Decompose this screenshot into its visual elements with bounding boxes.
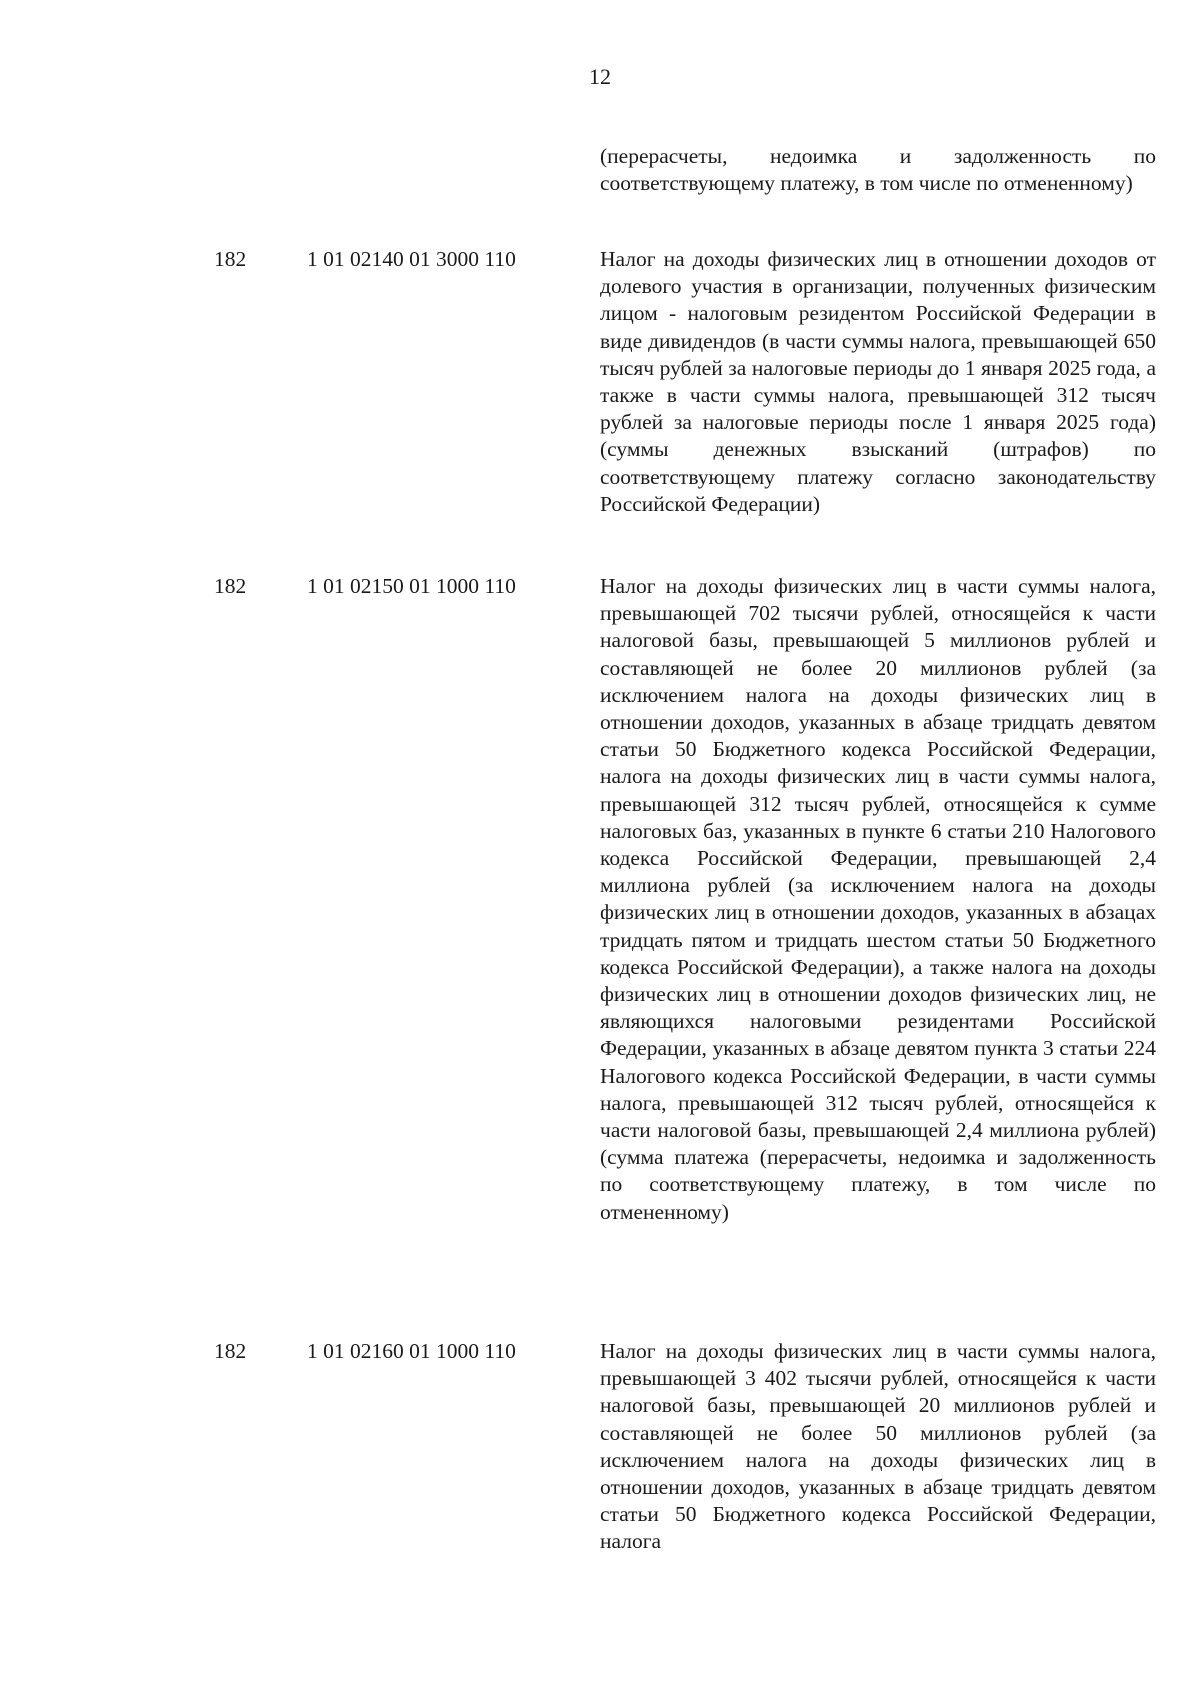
income-description: Налог на доходы физических лиц в части суммы налога, превышающей 3 402 тысячи рублей, относящейся к части налоговой базы, превышающей 20 миллионов рублей и составляющей не более 50 миллионов рублей (за исключением налога на доходы физических лиц в отношении доходов, указанных в абзаце тридцать девятом статьи 50 Бюджетного кодекса Российской Федерации, налога bbox=[600, 1339, 1156, 1554]
budget-classification-code: 1 01 02160 01 1000 110 bbox=[307, 1339, 516, 1363]
budget-classification-code: 1 01 02150 01 1000 110 bbox=[307, 574, 516, 598]
administrator-code: 182 bbox=[214, 247, 247, 271]
page-number: 12 bbox=[589, 64, 611, 89]
budget-classification-code: 1 01 02140 01 3000 110 bbox=[307, 247, 516, 271]
income-description: Налог на доходы физических лиц в отношении доходов от долевого участия в организации, полученных физическим лицом - налоговым резидентом Российской Федерации в виде дивидендов (в части суммы налога, превышающей 650 тысяч рублей за налоговые периоды до 1 января 2025 года, а также в части суммы налога, превышающей 312 тысяч рублей за налоговые периоды после 1 января 2025 года) (суммы денежных взысканий (штрафов) по соответствующему платежу согласно законодательству Российской Федерации) bbox=[600, 247, 1156, 516]
administrator-code: 182 bbox=[214, 574, 247, 598]
income-description: Налог на доходы физических лиц в части суммы налога, превышающей 702 тысячи рублей, относящейся к части налоговой базы, превышающей 5 миллионов рублей и составляющей не более 20 миллионов рублей (за исключением налога на доходы физических лиц в отношении доходов, указанных в абзаце тридцать девятом статьи 50 Бюджетного кодекса Российской Федерации, налога на доходы физических лиц в части суммы налога, превышающей 312 тысяч рублей, относящейся к сумме налоговых баз, указанных в пункте 6 статьи 210 Налогового кодекса Российской Федерации, превышающей 2,4 миллиона рублей (за исключением налога на доходы физических лиц в отношении доходов, указанных в абзацах тридцать пятом и тридцать шестом статьи 50 Бюджетного кодекса Российской Федерации), а также налога на доходы физических лиц в отношении доходов физических лиц, не являющихся налоговыми резидентами Российской Федерации, указанных в абзаце девятом пункта 3 статьи 224 Налогового кодекса Российской Федерации, в части суммы налога, превышающей 312 тысяч рублей, относящейся к части налоговой базы, превышающей 2,4 миллиона рублей) (сумма платежа (перерасчеты, недоимка и задолженность по соответствующему платежу, в том числе по отмененному) bbox=[600, 574, 1156, 1224]
continued-description: (перерасчеты, недоимка и задолженность по соответствующему платежу, в том числе по отмененному) bbox=[600, 144, 1156, 196]
administrator-code: 182 bbox=[214, 1339, 247, 1363]
